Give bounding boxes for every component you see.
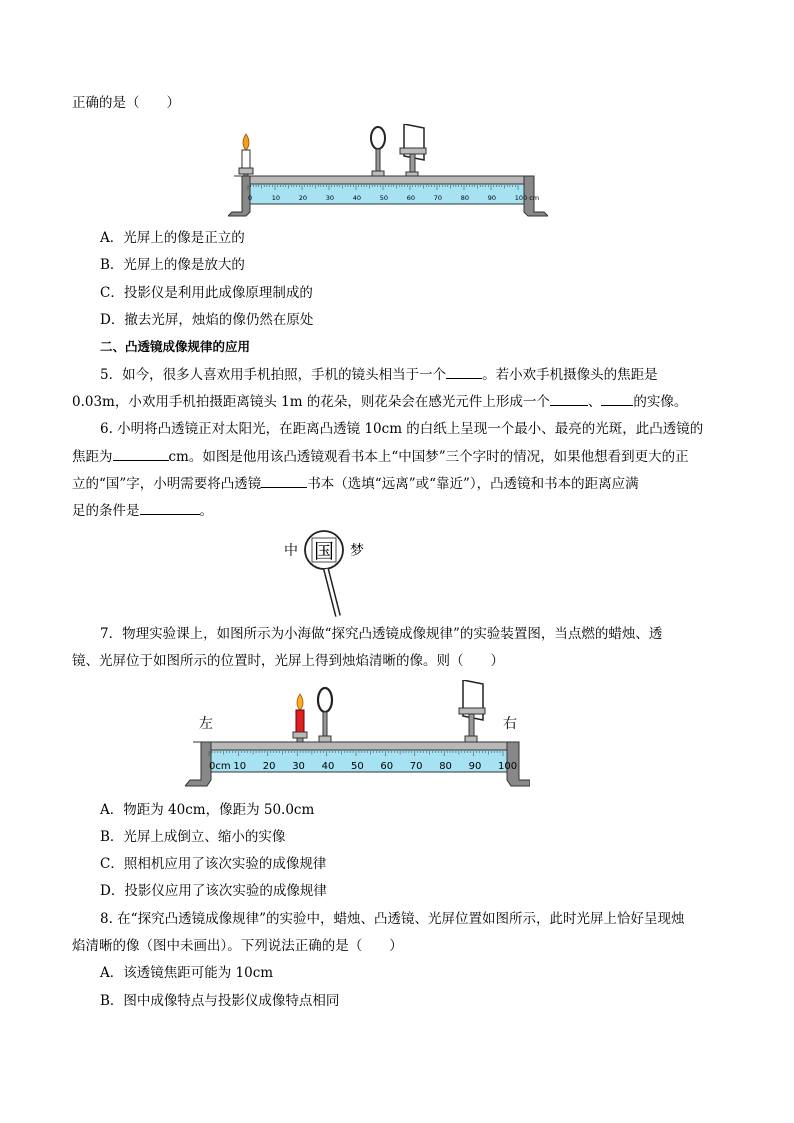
ruler-tick-label: 50 [379,194,389,202]
q4-optical-bench-figure [228,124,548,220]
lit-candle-icon [293,694,307,746]
ruler-tick-label: 70 [433,194,443,202]
bench-rail [201,742,519,750]
ruler-tick-label: 40 [321,761,335,772]
q4-stem-tail: 正确的是（ ） [72,95,180,111]
fig-char-meng: 梦 [350,543,364,559]
ruler-tick-label: 20 [262,761,276,772]
ruler-tick-label: 70 [409,761,423,772]
left-label: 左 [199,716,213,732]
q8-option-b: B．图中成像特点与投影仪成像特点相同 [100,993,340,1009]
right-label: 右 [503,716,517,732]
fig-char-zhong: 中 [284,543,298,559]
q7-optical-bench-figure [185,680,530,790]
q6-line-4: 足的条件是 。 [72,500,213,521]
section-title: 二、凸透镜成像规律的应用 [100,339,251,354]
ruler-tick-label: 20 [298,194,308,202]
ruler-tick-label: 50 [351,761,364,772]
bench-rail [242,176,532,184]
q7-option-a: A．物距为 40cm，像距为 50.0cm [100,802,315,818]
q7-option-b: B．光屏上成倒立、缩小的实像 [100,829,286,845]
ruler-tick-label: 80 [460,194,470,202]
q8-line-2: 焰清晰的像（图中未画出）。下列说法正确的是（ ） [72,938,403,954]
ruler-tick-label: 10 [271,194,281,202]
light-screen-icon [400,124,426,179]
q4-option-d: D．撤去光屏，烛焰的像仍然在原处 [100,312,314,328]
q5-line-2: 0.03m，小欢用手机拍摄距离镜头 1m 的花朵，则花朵会在感光元件上形成一个 、 的实像。 [72,391,687,412]
ruler-tick-label: 60 [380,761,394,772]
ruler-tick-label: 90 [468,761,482,772]
q4-option-c: C．投影仪是利用此成像原理制成的 [100,285,313,301]
q8-line-1: 8. 在“探究凸透镜成像规律”的实验中，蜡烛、凸透镜、光屏位置如图所示，此时光屏上恰好呈现烛 [100,911,685,927]
ruler-tick-label: 90 [487,194,497,202]
convex-lens-icon [318,688,332,746]
ruler-tick-label: 80 [439,761,452,772]
q7-option-d: D．投影仪应用了该次实验的成像规律 [100,883,327,899]
ruler-tick-label: 0 [248,194,253,202]
q6-magnifier-figure [278,528,378,620]
ruler-tick-label: 100 [498,761,518,772]
ruler-tick-label: 0cm [209,761,231,772]
ruler-tick-label: 60 [406,194,416,202]
ruler-tick-label: 40 [352,194,362,202]
q6-line-1: 6. 小明将凸透镜正对太阳光，在距离凸透镜 10cm 的白纸上呈现一个最小、最亮的光斑，此凸透镜的 [100,421,704,437]
q7-option-c: C．照相机应用了该次实验的成像规律 [100,856,327,872]
q7-line-1: 7．物理实验课上，如图所示为小海做“探究凸透镜成像规律”的实验装置图，当点燃的蜡烛、透 [100,626,663,642]
q6-line-3: 立的“国”字，小明需要将凸透镜 书本（选填“远离”或“靠近”），凸透镜和书本的距离应满 [72,473,639,494]
convex-lens-icon [371,127,385,179]
fig-char-guo: 国 [314,539,334,563]
q4-option-b: B．光屏上的像是放大的 [100,257,245,273]
q8-option-a: A．该透镜焦距可能为 10cm [100,965,274,981]
ruler-tick-label: 30 [325,194,335,202]
ruler-tick-label: 30 [292,761,305,772]
ruler-tick-label: 100 cm [514,194,540,202]
light-screen-icon [459,680,485,746]
ruler-tick-label: 10 [233,761,247,772]
q5-line-1: 5．如今，很多人喜欢用手机拍照，手机的镜头相当于一个 。若小欢手机摄像头的焦距是 [100,364,658,385]
q6-line-2: 焦距为 cm。如图是他用该凸透镜观看书本上“中国梦”三个字时的情况，如果他想看到更大的正 [72,446,689,467]
q4-option-a: A．光屏上的像是正立的 [100,230,245,246]
q7-line-2: 镜、光屏位于如图所示的位置时，光屏上得到烛焰清晰的像。则（ ） [72,653,504,669]
candle-icon [239,134,253,182]
